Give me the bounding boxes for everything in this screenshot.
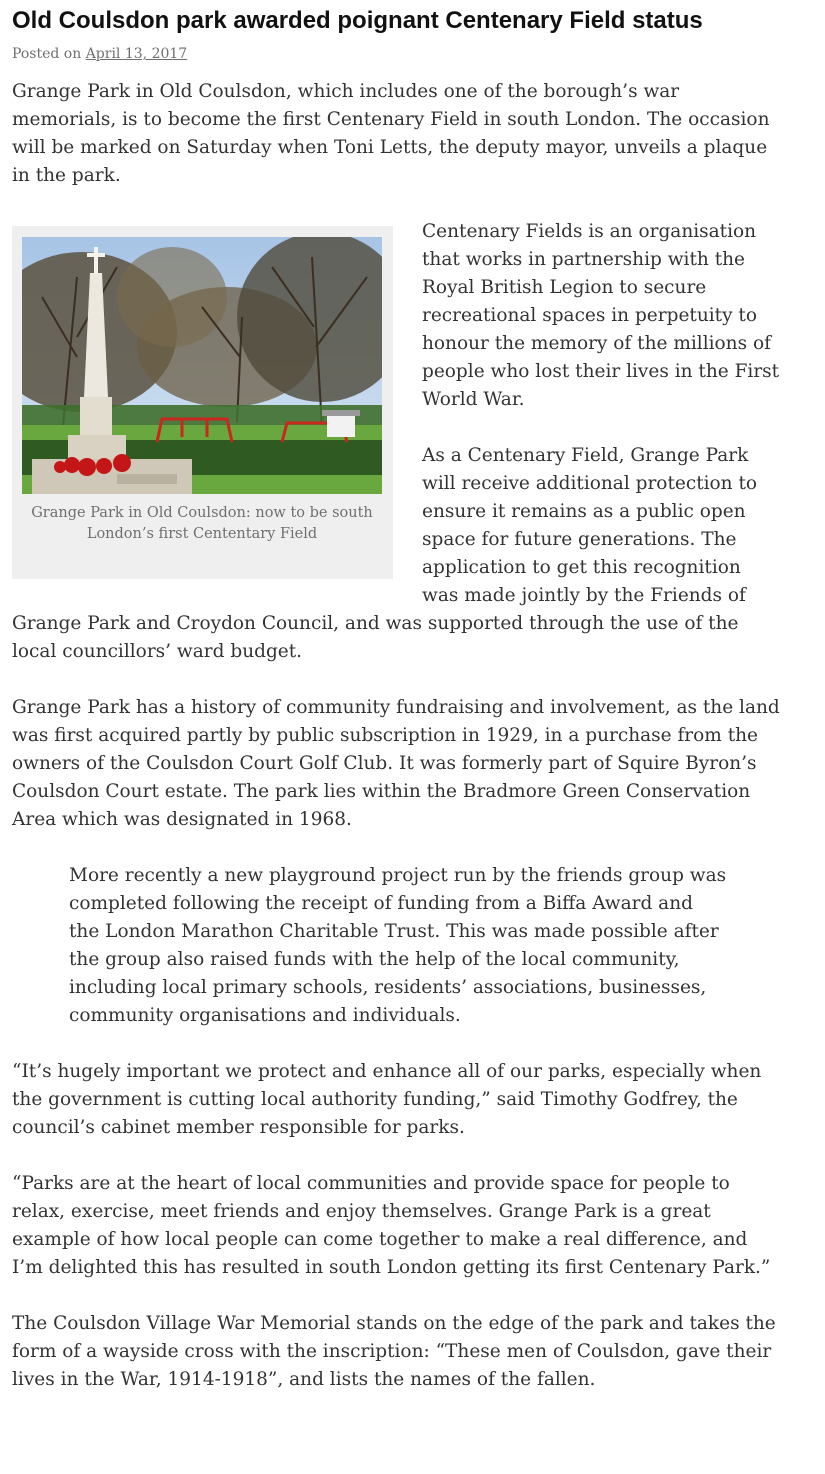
blockquote: More recently a new playground project run by the friends group was completed following the receipt of funding from a Biffa Award and the London Marathon Charitable Trust. This was made possible after the group also raised funds with the help of the local community, including local primary schools, residents’ associations, businesses, community organisations and individuals. xyxy=(69,865,727,1026)
paragraph: Centenary Fields is an organisation that works in partnership with the Royal British Legion to secure recreational spaces in perpetuity to honour the memory of the millions of people who lost their lives in the First World War. xyxy=(422,221,780,410)
paragraph: “It’s hugely important we protect and enhance all of our parks, especially when the government is cutting local authority funding,” said Timothy Godfrey, the council’s cabinet member responsible for parks. xyxy=(12,1061,762,1138)
paragraph: Grange Park in Old Coulsdon, which includes one of the borough’s war memorials, is to become the first Centenary Field in south London. The occasion will be marked on Saturday when Toni Letts, the deputy mayor, unveils a plaque in the park. xyxy=(12,81,770,186)
post-meta xyxy=(12,44,780,64)
posted-on-label: Posted on xyxy=(12,46,82,62)
paragraph: “Parks are at the heart of local communities and provide space for people to relax, exercise, meet friends and enjoy themselves. Grange Park is a great example of how local people can come together to make a real difference, and I’m delighted this has resulted in south London getting its first Centenary Park.” xyxy=(12,1173,771,1278)
photo-caption: Grange Park in Old Coulsdon: now to be south London’s first Cententary Field xyxy=(31,505,373,542)
article-body xyxy=(12,78,780,1394)
paragraph: As a Centenary Field, Grange Park will receive additional protection to ensure it remains as a public open space for future generations. The application to get this recognition was made jointly by the Friends of Grange Park and Croydon Council, and was supported through the use of the local councillors’ ward budget. xyxy=(12,445,758,662)
post-date-link[interactable]: April 13, 2017 xyxy=(85,46,188,62)
paragraph: Grange Park has a history of community fundraising and involvement, as the land was first acquired partly by public subscription in 1929, in a purchase from the owners of the Coulsdon Court Golf Club. It was formerly part of Squire Byron’s Coulsdon Court estate. The park lies within the Bradmore Green Conservation Area which was designated in 1968. xyxy=(12,697,780,830)
article xyxy=(12,0,780,1422)
photo-figure xyxy=(12,226,393,579)
war-memorial-photo xyxy=(22,237,382,494)
article-title: Old Coulsdon park awarded poignant Centenary Field status xyxy=(12,7,703,34)
paragraph: The Coulsdon Village War Memorial stands on the edge of the park and takes the form of a wayside cross with the inscription: “These men of Coulsdon, gave their lives in the War, 1914-1918”, and lists the names of the fallen. xyxy=(12,1313,776,1390)
